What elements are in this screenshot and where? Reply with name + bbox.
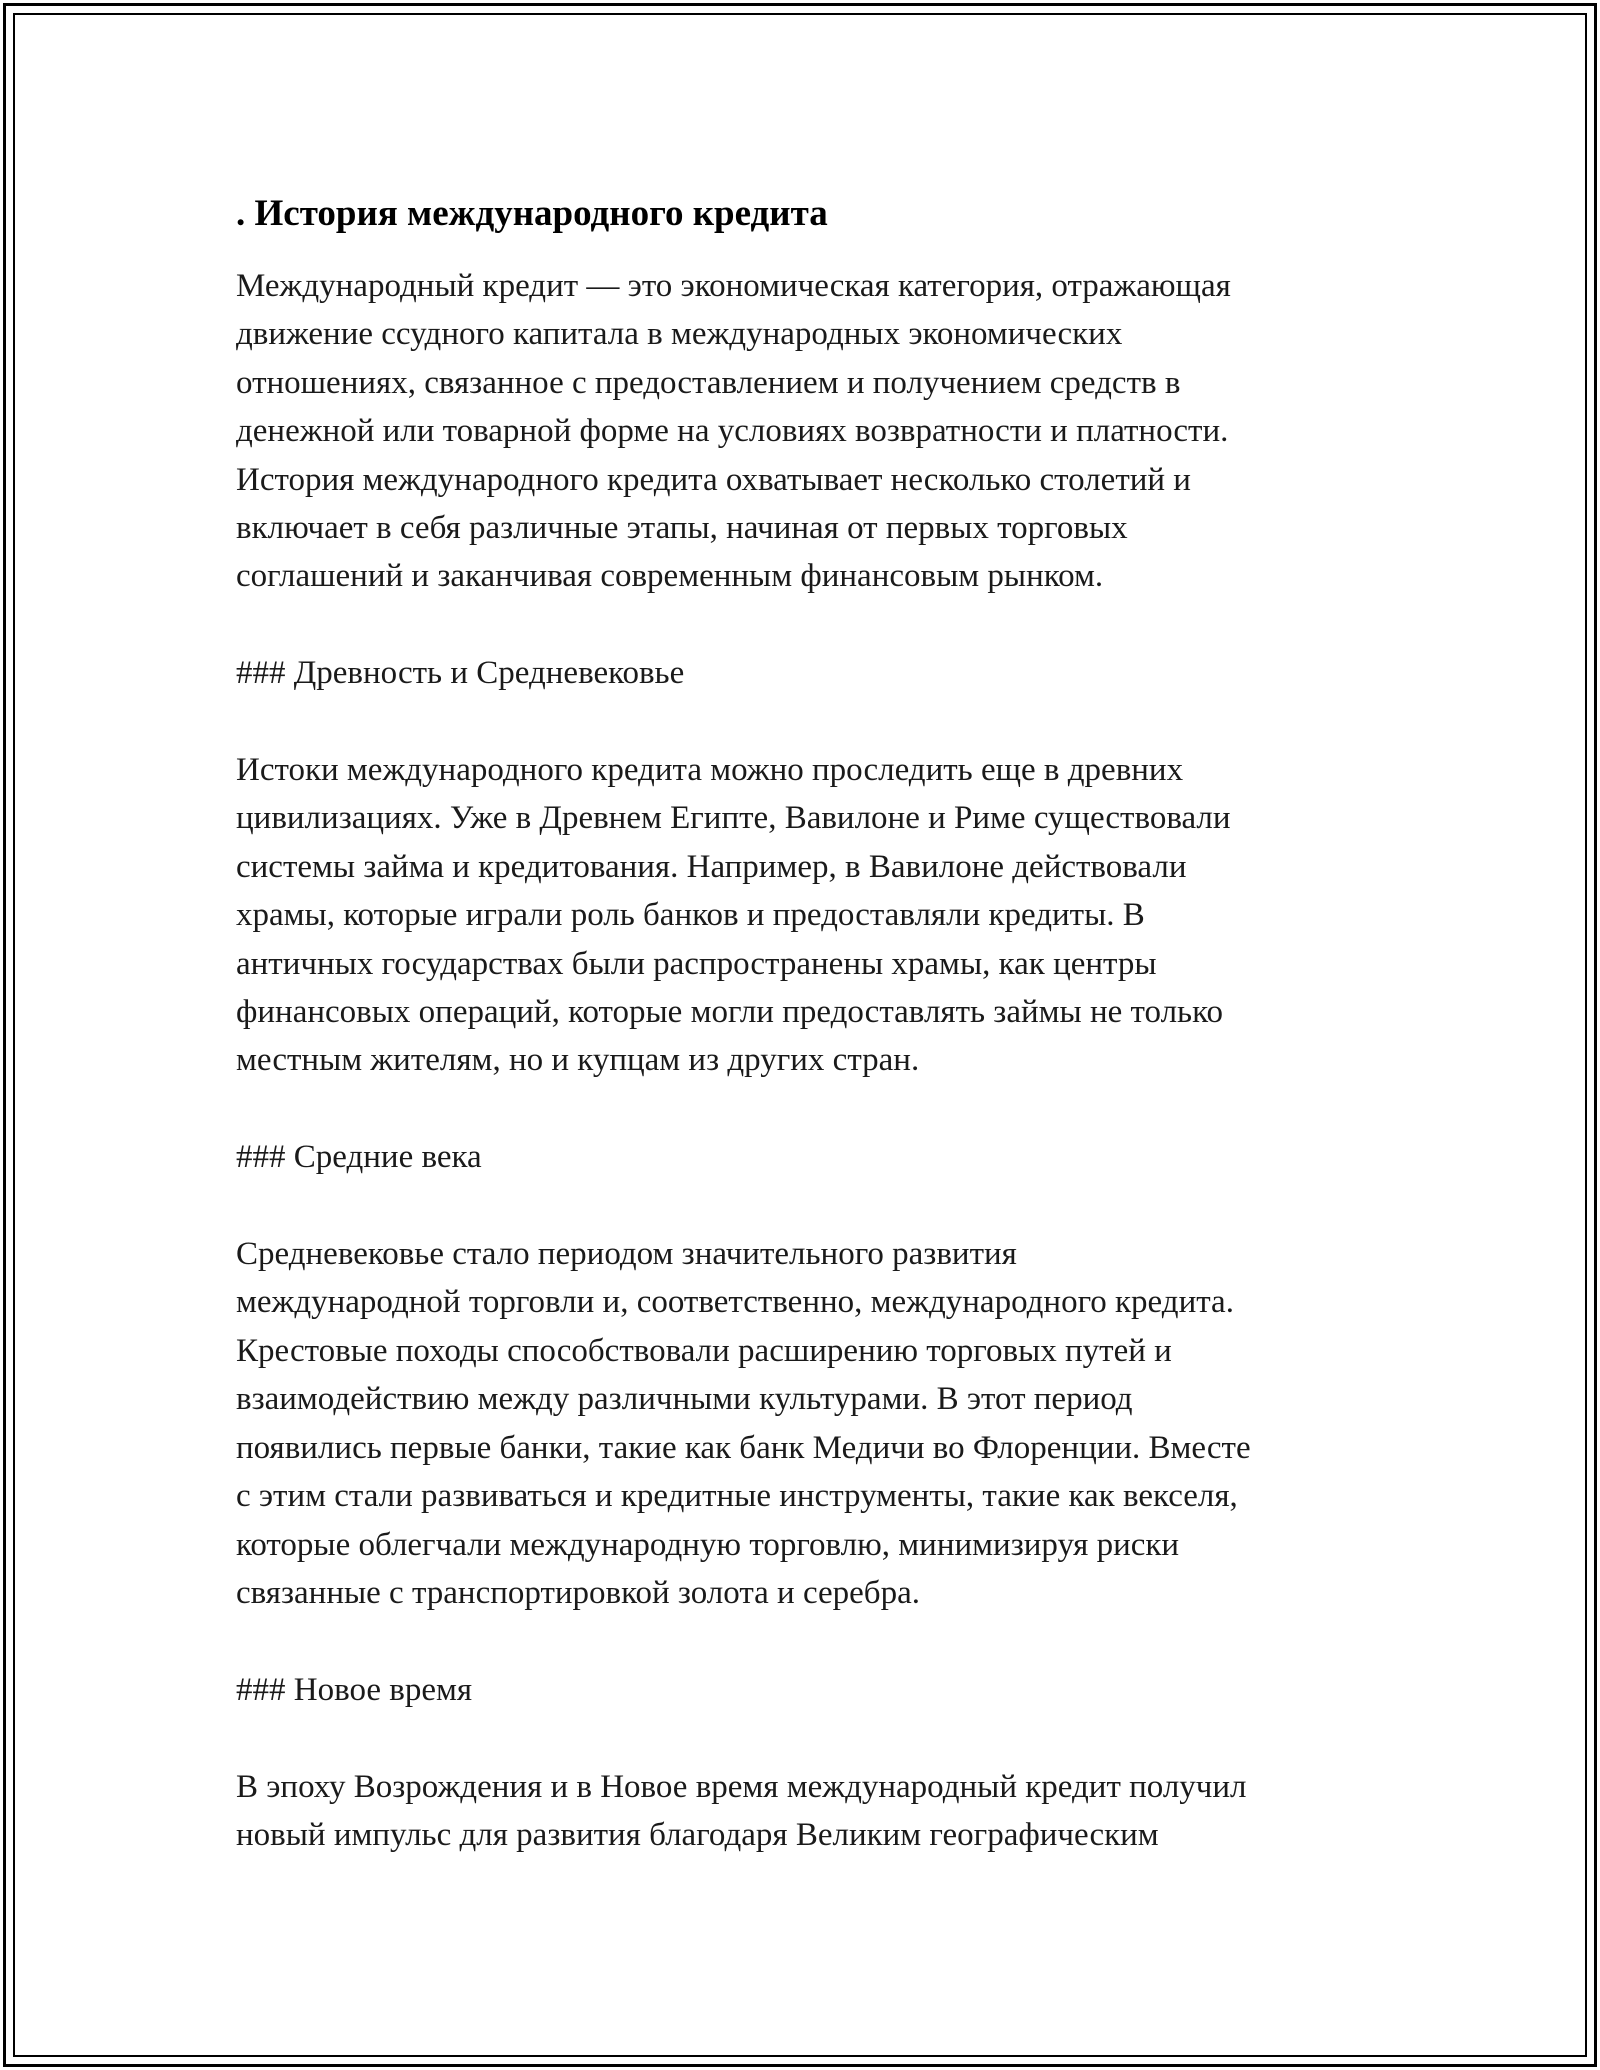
section-heading-antiquity: ### Древность и Средневековье [236,655,685,692]
page-title: . История международного кредита [236,193,828,234]
paragraph-modern-era: В эпоху Возрождения и в Новое время международный кредит получил новый импульс для развития благодаря Великим географическим [236,1768,1247,1853]
section-heading-modern-era: ### Новое время [236,1671,473,1708]
paragraph-middle-ages: Средневековье стало периодом значительного развития международной торговли и, соответственно, международного кредита. Крестовые походы способствовали расширению торговых путей и взаимодействию между различными культурами. В этот период появились первые банки, такие как банк Медичи во Флоренции. Вместе с этим стали развиваться и кредитные инструменты, такие как векселя, которые облегчали международную торговлю, минимизируя риски связанные с транспортировкой золота и серебра. [236,1236,1251,1611]
document-body [236,186,1376,1908]
paragraph-antiquity: Истоки международного кредита можно проследить еще в древних цивилизациях. Уже в Древнем Египте, Вавилоне и Риме существовали системы займа и кредитования. Например, в Вавилоне действовали храмы, которые играли роль банков и предоставляли кредиты. В античных государствах были распространены храмы, как центры финансовых операций, которые могли предоставлять займы не только местным жителям, но и купцам из других стран. [236,752,1231,1079]
section-heading-middle-ages: ### Средние века [236,1139,482,1176]
paragraph-intro: Международный кредит — это экономическая категория, отражающая движение ссудного капитала в международных экономических отношениях, связанное с предоставлением и получением средств в денежной или товарной форме на условиях возвратности и платности. История международного кредита охватывает несколько столетий и включает в себя различные этапы, начиная от первых торговых соглашений и заканчивая современным финансовым рынком. [236,268,1231,595]
